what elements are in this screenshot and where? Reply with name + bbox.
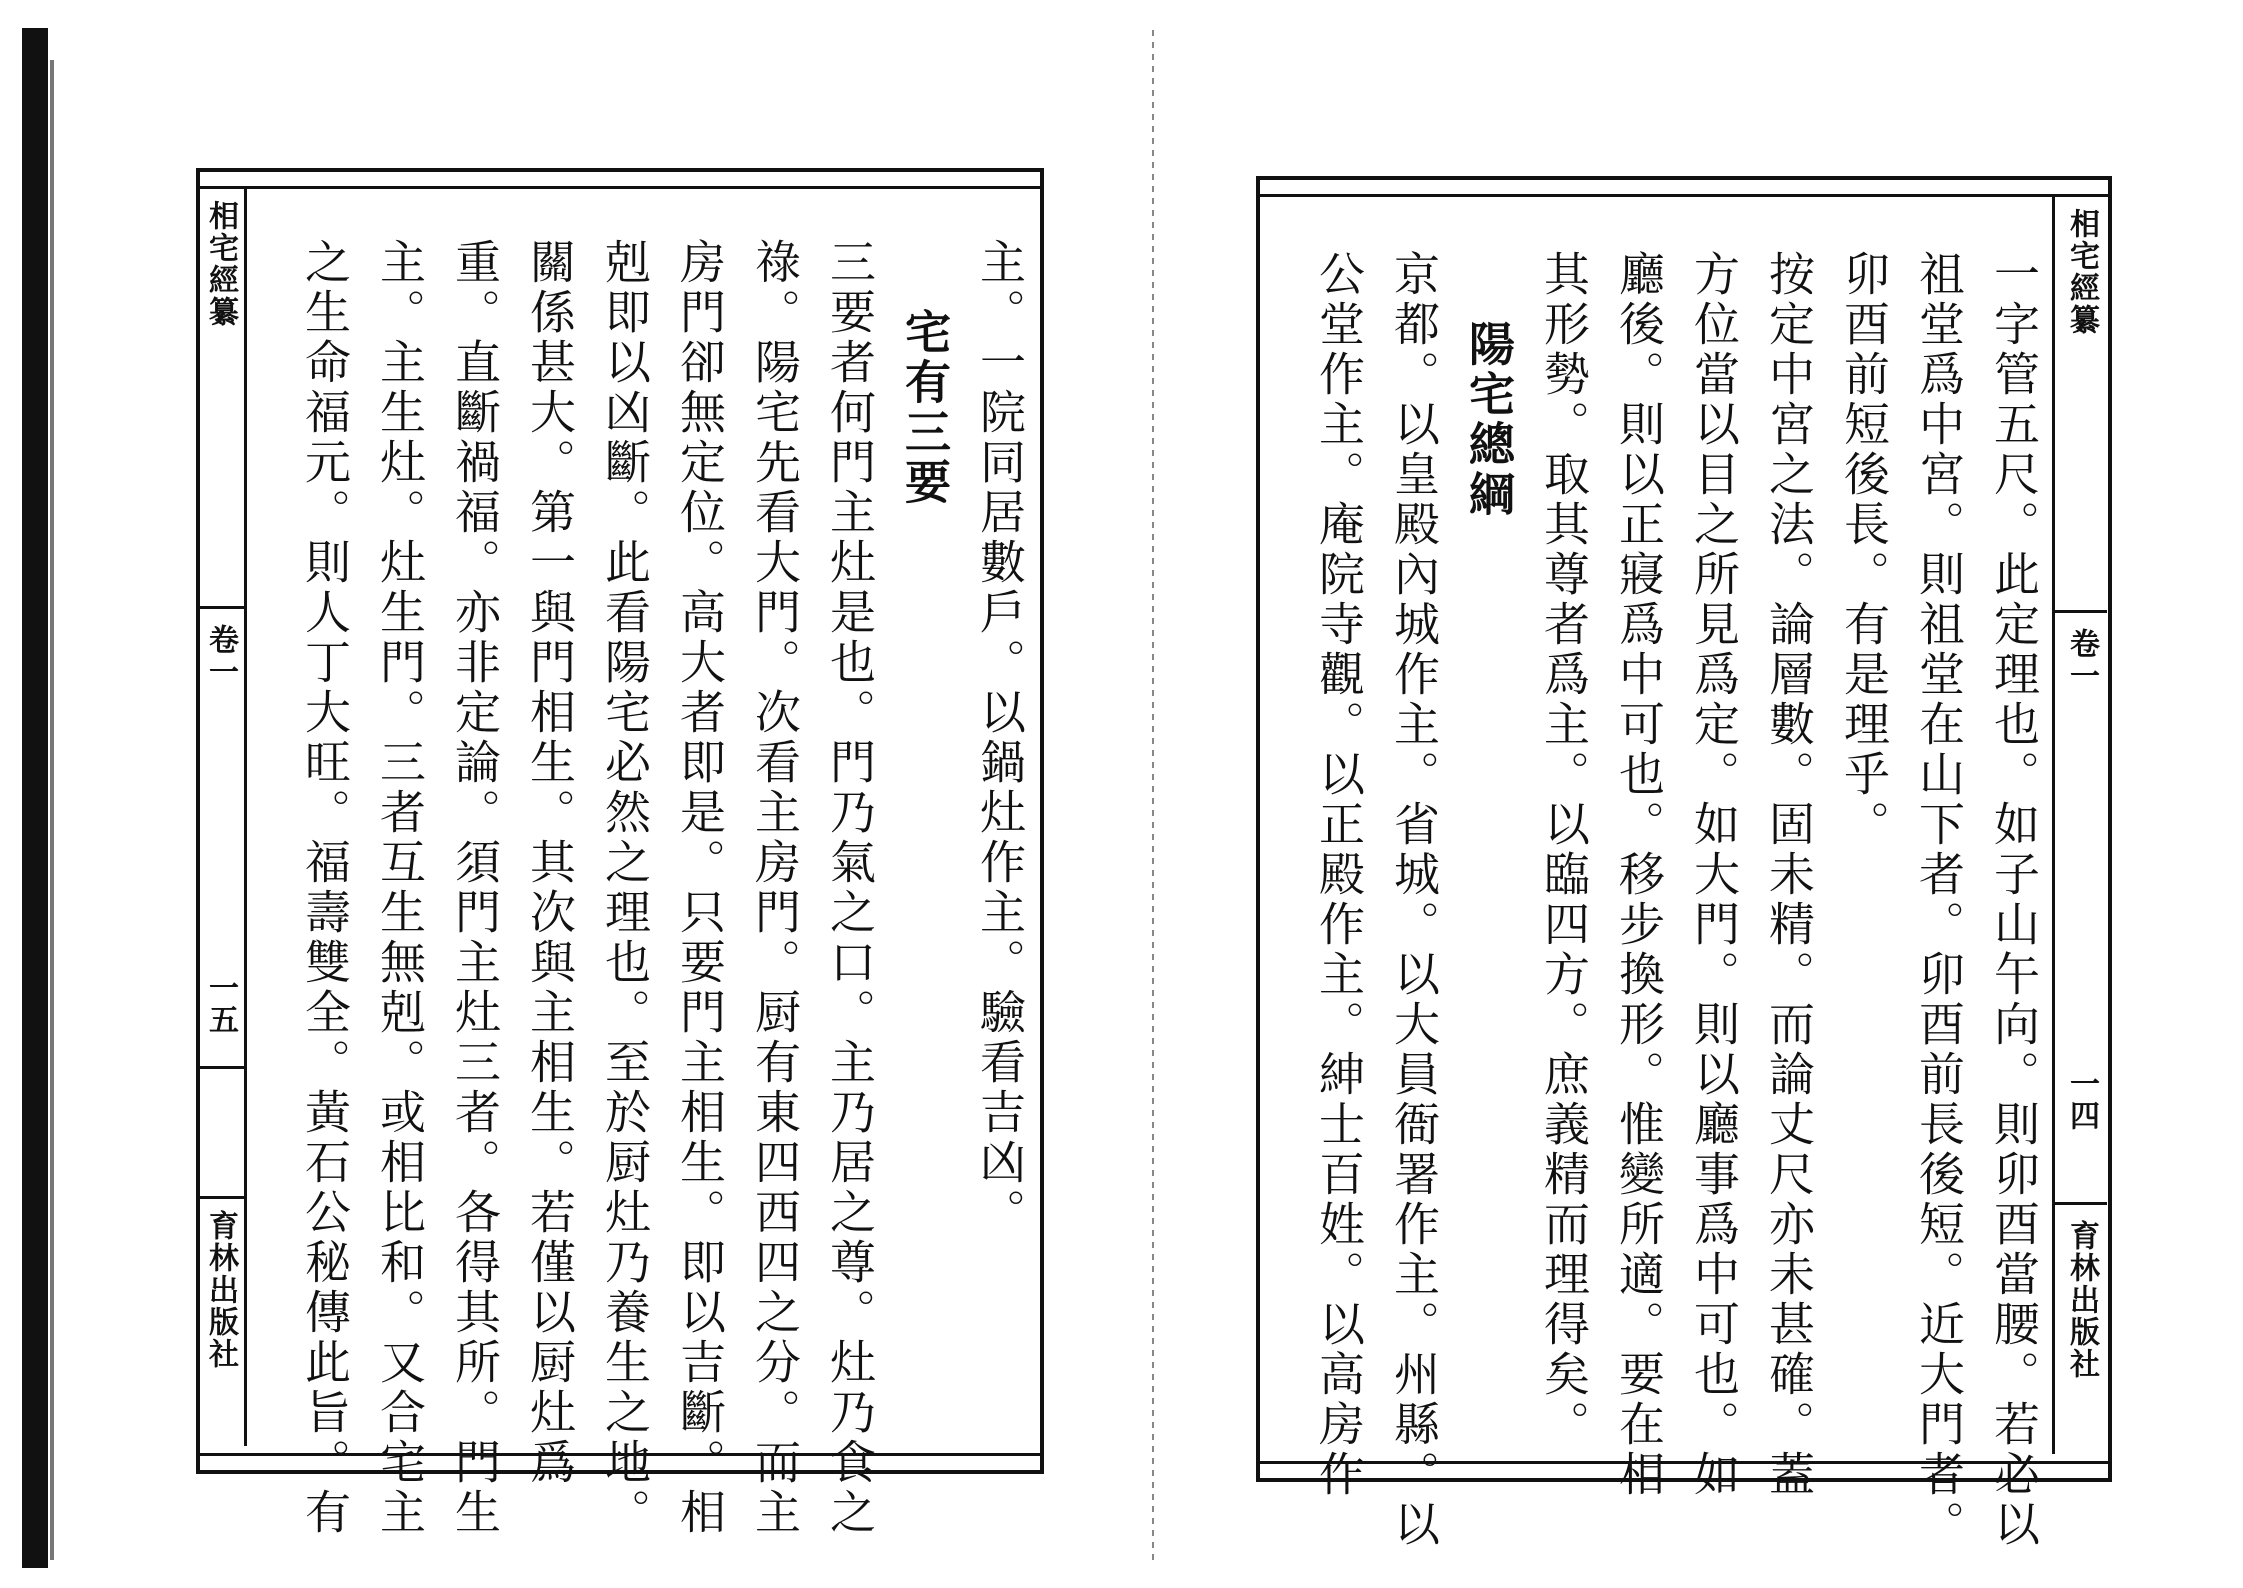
text-column: 廳後。則以正寢爲中可也。移步換形。惟變所適。要在相 [1612,250,1666,1500]
section-heading: 宅有三要 [898,308,952,508]
section-heading: 陽宅總綱 [1462,320,1516,520]
text-column: 卯酉前短後長。有是理乎。 [1837,250,1891,850]
book-binding-edge [22,28,48,1568]
publisher-label: 育林出版社 [2064,1220,2099,1380]
page-number: 一四 [2064,1068,2099,1132]
margin-divider [196,606,244,609]
text-column: 之生命福元。則人丁大旺。福壽雙全。黃石公秘傳此旨。有 [298,238,352,1538]
text-column: 按定中宮之法。論層數。固未精。而論丈尺亦未甚確。蓋 [1762,250,1816,1500]
book-binding-shadow [50,60,54,1560]
text-column: 三要者何門主灶是也。門乃氣之口。主乃居之尊。灶乃食之 [823,238,877,1538]
publisher-label: 育林出版社 [203,1210,238,1370]
top-rule [1260,194,2108,197]
text-column: 一字管五尺。此定理也。如子山午向。則卯酉當腰。若必以 [1987,250,2041,1550]
text-column: 剋即以凶斷。此看陽宅必然之理也。至於厨灶乃養生之地。 [598,238,652,1538]
text-column: 祖堂爲中宮。則祖堂在山下者。卯酉前長後短。近大門者。 [1912,250,1966,1550]
margin-divider [2055,610,2107,613]
text-column: 公堂作主。庵院寺觀。以正殿作主。紳士百姓。以高房作 [1312,250,1366,1500]
margin-divider [2055,1202,2107,1205]
page-number: 一五 [203,972,238,1036]
text-column: 京都。以皇殿內城作主。省城。以大員衙署作主。州縣。以 [1387,250,1441,1550]
margin-divider [196,1196,244,1199]
text-column: 祿。陽宅先看大門。次看主房門。厨有東四西四之分。而主 [748,238,802,1538]
text-column: 關係甚大。第一與門相生。其次與主相生。若僅以厨灶爲 [523,238,577,1488]
top-rule [200,186,1040,189]
book-title: 相宅經纂 [203,200,238,328]
text-column: 房門卻無定位。高大者即是。只要門主相生。即以吉斷。相 [673,238,727,1538]
volume-label: 卷一 [203,624,238,688]
volume-label: 卷一 [2064,628,2099,692]
text-column: 其形勢。取其尊者爲主。以臨四方。庶義精而理得矣。 [1537,250,1591,1450]
right-page-margin [2052,194,2107,1454]
book-gutter [1152,30,1154,1560]
text-column: 主。主生灶。灶生門。三者互生無剋。或相比和。又合宅主 [373,238,427,1538]
text-column: 重。直斷禍福。亦非定論。須門主灶三者。各得其所。門生 [448,238,502,1538]
left-page-margin [196,186,247,1446]
text-column: 方位當以目之所見爲定。如大門。則以廳事爲中可也。如 [1687,250,1741,1500]
text-column: 主。一院同居數戶。以鍋灶作主。驗看吉凶。 [973,238,1027,1238]
book-title: 相宅經纂 [2064,208,2099,336]
